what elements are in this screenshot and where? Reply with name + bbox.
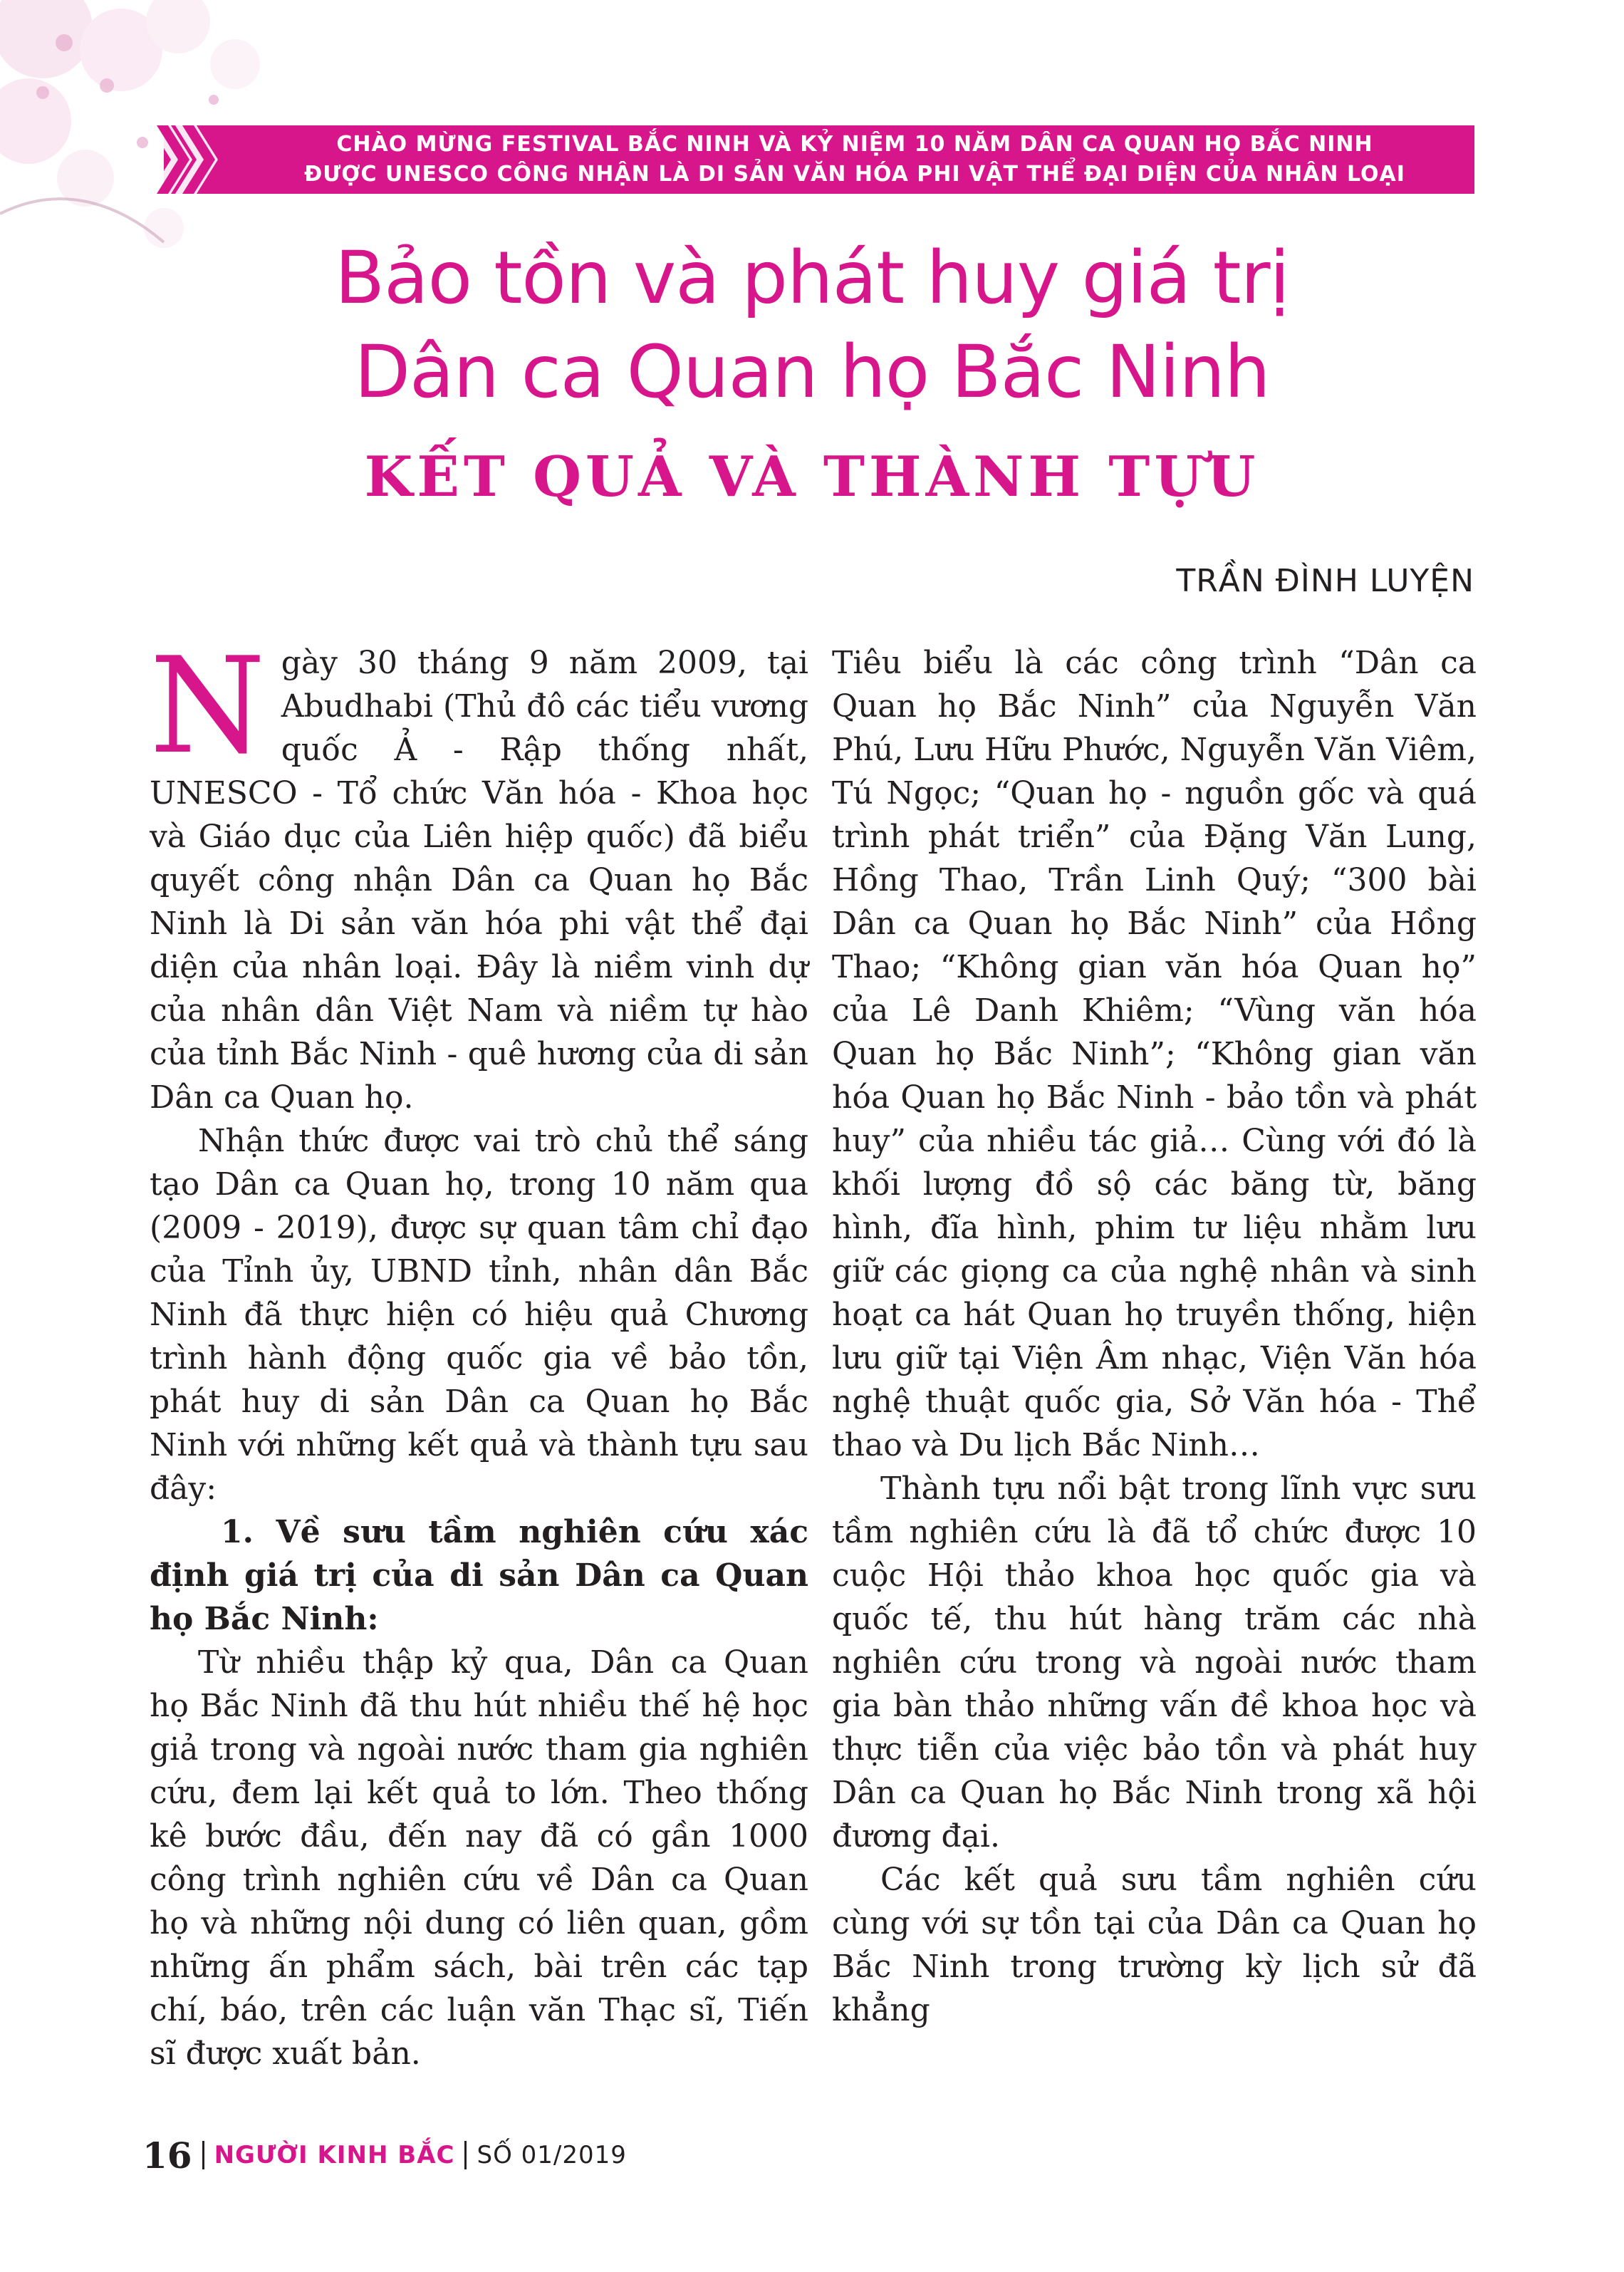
chevron-arrows-icon — [150, 125, 228, 194]
paragraph: Thành tựu nổi bật trong lĩnh vực sưu tầm nghiên cứu là đã tổ chức được 10 cuộc Hội thảo khoa học quốc gia và quốc tế, thu hút hàng trăm các nhà nghiên cứu trong và ngoài nước tham gia bàn thảo những vấn đề khoa học và thực tiễn của việc bảo tồn và phát huy Dân ca Quan họ Bắc Ninh trong xã hội đương đại. — [832, 1470, 1477, 1855]
paragraph: Từ nhiều thập kỷ qua, Dân ca Quan họ Bắc Ninh đã thu hút nhiều thế hệ học giả trong và ngoài nước tham gia nghiên cứu, đem lại kết quả to lớn. Theo thống kê bước đầu, đến nay đã có gần 1000 công trình nghiên cứu về Dân ca Quan họ và những nội dung có liên quan, gồm những ấn phẩm sách, bài trên các tạp chí, báo, trên các luận văn Thạc sĩ, Tiến sĩ được xuất bản. — [150, 1644, 808, 2072]
paragraph: Tiêu biểu là các công trình “Dân ca Quan họ Bắc Ninh” của Nguyễn Văn Phú, Lưu Hữu Phước, Nguyễn Văn Viêm, Tú Ngọc; “Quan họ - nguồn gốc và quá trình phát triển” của Đặng Văn Lung, Hồng Thao, Trần Linh Quý; “300 bài Dân ca Quan họ Bắc Ninh” của Hồng Thao; “Không gian văn hóa Quan họ” của Lê Danh Khiêm; “Vùng văn hóa Quan họ Bắc Ninh”; “Không gian văn hóa Quan họ Bắc Ninh - bảo tồn và phát huy” của nhiều tác giả… Cùng với đó là khối lượng đồ sộ các băng từ, băng hình, đĩa hình, phim tư liệu nhằm lưu giữ các giọng ca của nghệ nhân và sinh hoạt ca hát Quan họ truyền thống, hiện lưu giữ tại Viện Âm nhạc, Viện Văn hóa nghệ thuật quốc gia, Sở Văn hóa - Thể thao và Du lịch Bắc Ninh… — [832, 645, 1477, 1463]
paragraph: Nhận thức được vai trò chủ thể sáng tạo Dân ca Quan họ, trong 10 năm qua (2009 - 2019), được sự quan tâm chỉ đạo của Tỉnh ủy, UBND tỉnh, nhân dân Bắc Ninh đã thực hiện có hiệu quả Chương trình hành động quốc gia về bảo tồn, phát huy di sản Dân ca Quan họ Bắc Ninh với những kết quả và thành tựu sau đây: — [150, 1123, 808, 1507]
title-line-2: Dân ca Quan họ Bắc Ninh — [354, 330, 1270, 415]
issue-number: SỐ 01/2019 — [477, 2141, 627, 2169]
left-column — [150, 628, 808, 2075]
author-name: TRẦN ĐÌNH LUYỆN — [1176, 563, 1474, 599]
banner-line-1: CHÀO MỪNG FESTIVAL BẮC NINH VÀ KỶ NIỆM 10 NĂM DÂN CA QUAN HỌ BẮC NINH — [336, 132, 1373, 157]
title-line-1: Bảo tồn và phát huy giá trị — [335, 236, 1289, 321]
page-footer — [142, 2134, 627, 2177]
intro-text: gày 30 tháng 9 năm 2009, tại Abudhabi (Thủ đô các tiểu vương quốc Ả - Rập thống nhất, UNESCO - Tổ chức Văn hóa - Khoa học và Giáo dục của Liên hiệp quốc) đã biểu quyết công nhận Dân ca Quan họ Bắc Ninh là Di sản văn hóa phi vật thể đại diện của nhân loại. Đây là niềm vinh dự của nhân dân Việt Nam và niềm tự hào của tỉnh Bắc Ninh - quê hương của di sản Dân ca Quan họ. — [150, 645, 808, 1116]
banner-line-2: ĐƯỢC UNESCO CÔNG NHẬN LÀ DI SẢN VĂN HÓA PHI VẬT THỂ ĐẠI DIỆN CỦA NHÂN LOẠI — [304, 162, 1405, 187]
article-title — [142, 232, 1482, 420]
magazine-name: NGƯỜI KINH BẮC — [214, 2141, 455, 2169]
right-column — [832, 641, 1477, 2032]
page-number: 16 — [142, 2134, 192, 2177]
article-subtitle: KẾT QUẢ VÀ THÀNH TỰU — [364, 445, 1260, 509]
drop-cap: N — [150, 628, 266, 783]
footer-divider — [202, 2141, 204, 2169]
footer-divider — [464, 2141, 467, 2169]
intro-paragraph — [150, 628, 808, 1119]
paragraph: Các kết quả sưu tầm nghiên cứu cùng với sự tồn tại của Dân ca Quan họ Bắc Ninh trong trường kỳ lịch sử đã khẳng — [832, 1862, 1477, 2028]
section-heading: 1. Về sưu tầm nghiên cứu xác định giá trị của di sản Dân ca Quan họ Bắc Ninh: — [150, 1514, 808, 1637]
event-banner — [164, 125, 1474, 194]
